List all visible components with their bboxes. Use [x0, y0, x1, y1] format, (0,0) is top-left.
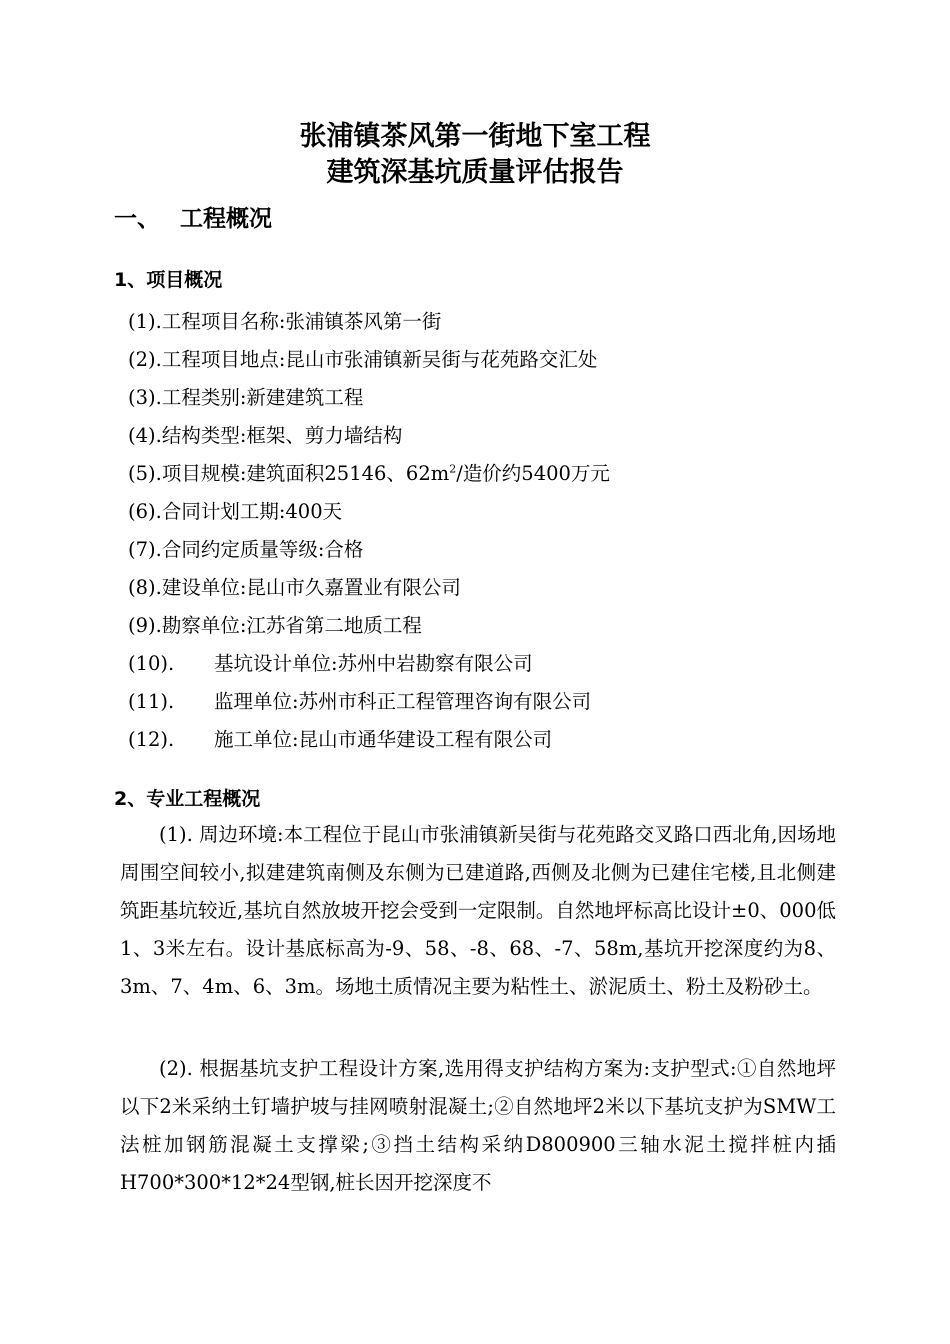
subsection-heading-2: 2、专业工程概况 — [114, 788, 261, 810]
list-item — [128, 686, 591, 714]
item-number: (9). — [128, 614, 162, 637]
subsection-heading-1: 1、项目概况 — [114, 269, 223, 291]
superscript: 2 — [449, 462, 457, 476]
item-number: (6). — [128, 500, 162, 523]
item-number: (12). — [128, 728, 175, 751]
document-title-line1: 张浦镇茶风第一街地下室工程 — [299, 121, 651, 152]
list-item — [128, 648, 533, 676]
section-number: 一、 — [114, 206, 160, 232]
item-text: 结构类型:框架、剪力墙结构 — [161, 424, 403, 447]
item-text: 工程项目地点:昆山市张浦镇新吴街与花苑路交汇处 — [161, 348, 598, 371]
list-item — [128, 610, 422, 638]
list-item — [128, 382, 363, 410]
list-item — [128, 724, 552, 752]
list-item — [128, 496, 342, 524]
item-text-tail: /造价约5400万元 — [456, 462, 610, 485]
item-number: (10). — [128, 652, 175, 675]
item-text: 合同计划工期:400天 — [161, 500, 343, 523]
list-item — [128, 572, 461, 600]
item-text: 监理单位:苏州市科正工程管理咨询有限公司 — [214, 690, 592, 713]
item-text: 项目规模:建筑面积25146、62m — [161, 462, 450, 485]
item-number: (7). — [128, 538, 162, 561]
list-item — [128, 344, 597, 372]
item-number: (3). — [128, 386, 162, 409]
list-item — [128, 420, 402, 448]
item-text: 工程类别:新建建筑工程 — [161, 386, 364, 409]
item-text: 工程项目名称:张浦镇茶风第一街 — [161, 310, 442, 333]
item-text: 合同约定质量等级:合格 — [161, 538, 364, 561]
item-number: (2). — [128, 348, 162, 371]
list-item — [128, 306, 441, 334]
item-text: 勘察单位:江苏省第二地质工程 — [161, 614, 422, 637]
list-item — [128, 534, 363, 562]
item-number: (11). — [128, 690, 175, 713]
section-title: 工程概况 — [180, 206, 272, 232]
paragraph: (1). 周边环境:本工程位于昆山市张浦镇新吴街与花苑路交叉路口西北角,因场地周围空间较小,拟建建筑南侧及东侧为已建道路,西侧及北侧为已建住宅楼,且北侧建筑距基坑较近,基坑自然放坡开挖会受到一定限制。自然地坪标高比设计±0、000低1、3米左右。设计基底标高为-9、58、-8、68、-7、58m,基坑开挖深度约为8、3m、7、4m、6、3m。场地土质情况主要为粘性土、淤泥质土、粉土及粉砂土。 — [120, 823, 836, 998]
document-title-line2: 建筑深基坑质量评估报告 — [326, 157, 624, 188]
item-number: (4). — [128, 424, 162, 447]
list-item — [128, 458, 610, 486]
item-text: 基坑设计单位:苏州中岩勘察有限公司 — [214, 652, 533, 675]
paragraph: (2). 根据基坑支护工程设计方案,选用得支护结构方案为:支护型式:①自然地坪以下2米采纳土钉墙护坡与挂网喷射混凝土;②自然地坪2米以下基坑支护为SMW工法桩加钢筋混凝土支撑梁;③挡土结构采纳D800900三轴水泥土搅拌桩内插H700*300*12*24型钢,桩长因开挖深度不 — [120, 1057, 836, 1194]
item-number: (5). — [128, 462, 162, 485]
section-heading — [114, 200, 272, 233]
item-number: (1). — [128, 310, 162, 333]
item-text: 施工单位:昆山市通华建设工程有限公司 — [214, 728, 553, 751]
item-number: (8). — [128, 576, 162, 599]
item-text: 建设单位:昆山市久嘉置业有限公司 — [161, 576, 461, 599]
